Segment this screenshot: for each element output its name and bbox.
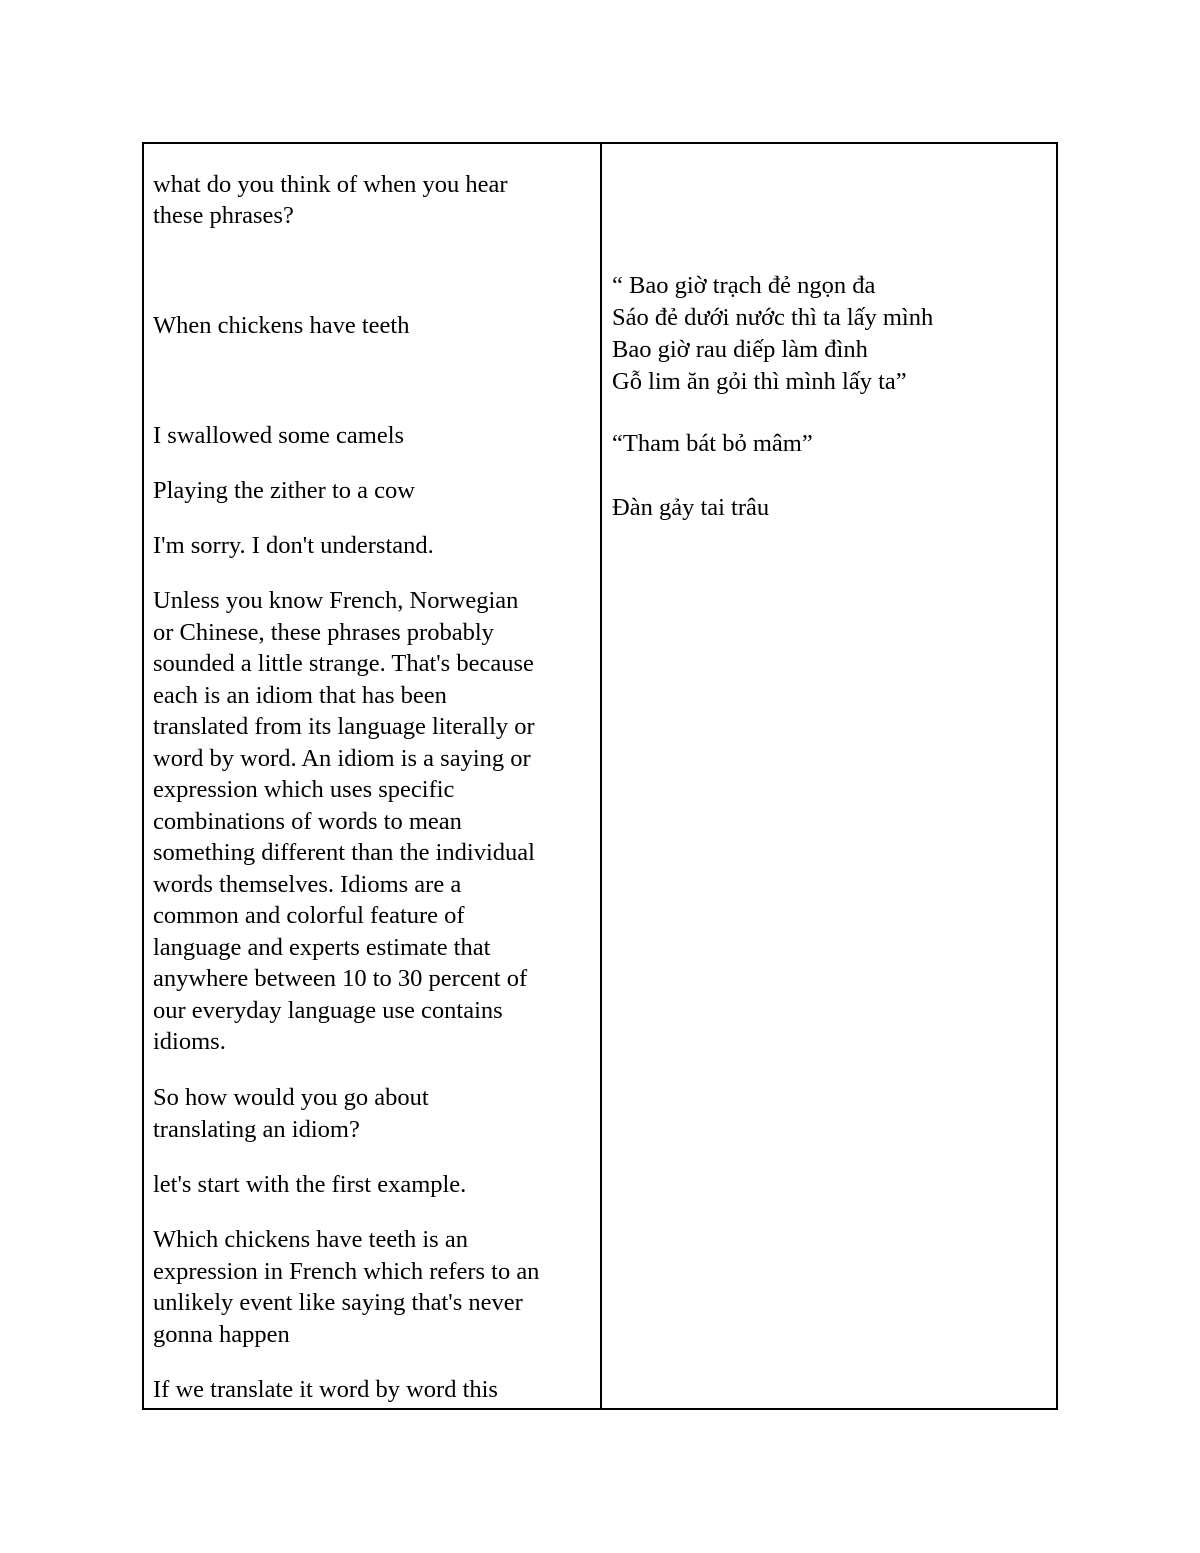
paragraph-line: translated from its language literally or <box>153 713 535 740</box>
intro-line: what do you think of when you hear <box>153 171 508 198</box>
paragraph-line: expression which uses specific <box>153 776 455 803</box>
paragraph-line: anywhere between 10 to 30 percent of <box>153 965 528 992</box>
explanation-line: Which chickens have teeth is an <box>153 1226 468 1253</box>
explanation-line: gonna happen <box>153 1320 290 1348</box>
phrase-camels: I swallowed some camels <box>153 422 405 449</box>
question-line: translating an idiom? <box>153 1115 360 1143</box>
paragraph-line: combinations of words to mean <box>153 807 462 835</box>
poem-line: “ Bao giờ trạch đẻ ngọn đa <box>612 272 876 299</box>
right-column <box>602 144 1056 1408</box>
paragraph-line: common and colorful feature of <box>153 902 465 929</box>
poem-line: Bao giờ rau diếp làm đình <box>612 336 868 363</box>
explanation-line: unlikely event like saying that's never <box>153 1289 523 1316</box>
paragraph-line: word by word. An idiom is a saying or <box>153 744 531 772</box>
intro-line: these phrases? <box>153 202 294 229</box>
paragraph-line: or Chinese, these phrases probably <box>153 618 494 646</box>
idiom-dan-gay: Đàn gảy tai trâu <box>612 494 770 521</box>
sorry-line: I'm sorry. I don't understand. <box>153 532 434 559</box>
paragraph-line: our everyday language use contains <box>153 996 503 1024</box>
idiom-tham-bat: “Tham bát bỏ mâm” <box>612 430 813 457</box>
phrase-zither: Playing the zither to a cow <box>153 477 415 504</box>
paragraph-line: Unless you know French, Norwegian <box>153 587 519 614</box>
question-line: So how would you go about <box>153 1084 429 1111</box>
poem-line: Sáo đẻ dưới nước thì ta lấy mình <box>612 304 934 331</box>
continuation-line: If we translate it word by word this <box>153 1376 498 1403</box>
phrase-chickens: When chickens have teeth <box>153 312 410 339</box>
left-column <box>144 144 602 1408</box>
paragraph-line: language and experts estimate that <box>153 933 491 961</box>
paragraph-line: something different than the individual <box>153 839 535 866</box>
explanation-line: expression in French which refers to an <box>153 1257 540 1285</box>
paragraph-line: sounded a little strange. That's because <box>153 650 534 677</box>
paragraph-line: idioms. <box>153 1028 226 1055</box>
start-line: let's start with the first example. <box>153 1171 467 1198</box>
paragraph-line: each is an idiom that has been <box>153 681 447 709</box>
poem-line: Gỗ lim ăn gỏi thì mình lấy ta” <box>612 368 907 395</box>
paragraph-line: words themselves. Idioms are a <box>153 870 462 898</box>
document-table <box>142 142 1058 1410</box>
